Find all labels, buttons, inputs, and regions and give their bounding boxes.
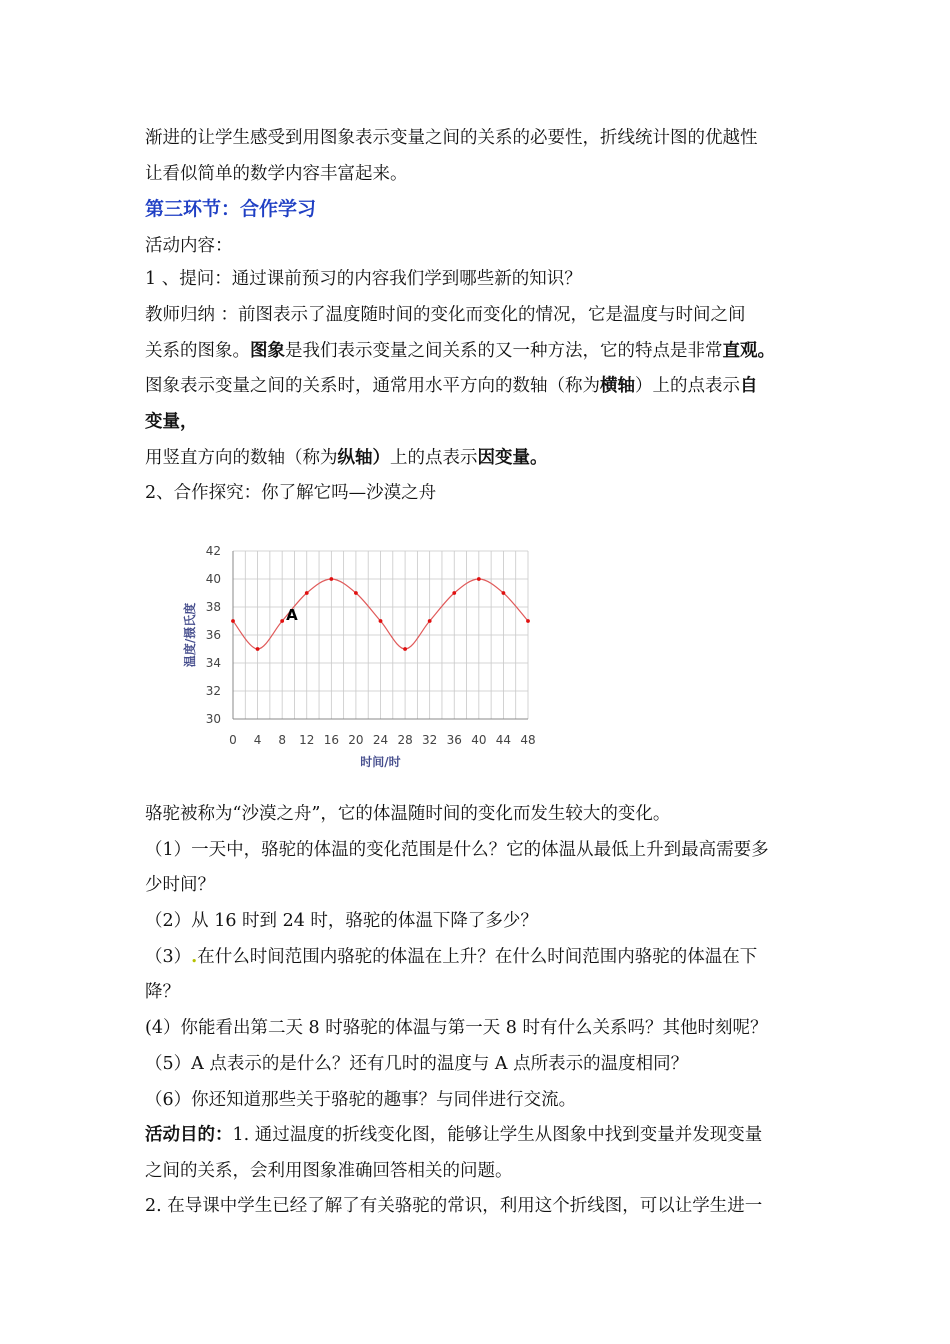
chart-grid <box>233 551 528 719</box>
purpose-line-1 <box>145 1123 762 1147</box>
x-axis-label: 时间/时 <box>360 755 401 769</box>
purpose-label: 活动目的： <box>145 1125 233 1145</box>
question-3-line-2: 降？ <box>145 982 180 1002</box>
data-point <box>280 619 284 623</box>
annotation-a: A <box>286 606 298 624</box>
y-tick-label: 40 <box>205 572 221 586</box>
summary-line-3 <box>145 374 758 398</box>
question-4: (4）你能看出第二天 8 时骆驼的体温与第一天 8 时有什么关系吗？其他时刻呢？ <box>145 1018 768 1038</box>
data-point <box>305 591 309 595</box>
data-point <box>452 591 456 595</box>
data-point <box>256 647 260 651</box>
summary-term: 纵轴） <box>337 448 390 468</box>
summary-term: 直观。 <box>722 341 775 361</box>
y-axis-label: 温度/摄氏度 <box>183 602 197 668</box>
question-3-prefix: （3） <box>145 947 192 967</box>
question-2-camel: （2）从 16 时到 24 时，骆驼的体温下降了多少？ <box>145 911 538 931</box>
temperature-line-chart <box>180 538 550 774</box>
x-tick-label: 12 <box>299 733 315 747</box>
data-point <box>502 591 506 595</box>
question-6: （6）你还知道那些关于骆驼的趣事？与同伴进行交流。 <box>145 1090 577 1110</box>
x-tick-label: 40 <box>471 733 487 747</box>
y-tick-label: 42 <box>205 544 221 558</box>
y-tick-label: 36 <box>205 628 221 642</box>
summary-term: 因变量。 <box>477 448 548 468</box>
x-tick-label: 36 <box>446 733 462 747</box>
purpose-line-2: 之间的关系，会利用图象准确回答相关的问题。 <box>145 1161 513 1181</box>
question-3-mark: . <box>191 947 198 967</box>
summary-line-1: 教师归纳 ：前图表示了温度随时间的变化而变化的情况，它是温度与时间之间 <box>145 305 746 325</box>
activity-content-label: 活动内容： <box>145 236 233 256</box>
question-3-text: 在什么时间范围内骆驼的体温在上升？在什么时间范围内骆驼的体温在下 <box>197 947 758 967</box>
data-point <box>354 591 358 595</box>
data-point <box>526 619 530 623</box>
question-1: 1 、提问：通过课前预习的内容我们学到哪些新的知识？ <box>145 269 582 289</box>
data-point <box>231 619 235 623</box>
question-3-line-1 <box>145 945 757 969</box>
x-tick-label: 32 <box>422 733 438 747</box>
x-tick-label: 24 <box>372 733 389 747</box>
x-tick-label: 28 <box>397 733 413 747</box>
purpose-line-3: 2. 在导课中学生已经了解了有关骆驼的常识，利用这个折线图，可以让学生进一 <box>145 1196 763 1216</box>
summary-line-4: 变量， <box>145 412 198 432</box>
section-title: 第三环节：合作学习 <box>145 198 317 220</box>
data-point <box>428 619 432 623</box>
intro-line-1: 渐进的让学生感受到用图象表示变量之间的关系的必要性，折线统计图的优越性 <box>145 128 758 148</box>
summary-line-5 <box>145 446 548 470</box>
question-1-line-2: 少时间？ <box>145 875 215 895</box>
intro-line-2: 让看似简单的数学内容丰富起来。 <box>145 164 408 184</box>
x-tick-label: 44 <box>495 733 512 747</box>
data-point <box>329 577 333 581</box>
x-tick-label: 4 <box>253 733 262 747</box>
summary-text: 用竖直方向的数轴（称为 <box>145 448 338 468</box>
camel-intro: 骆驼被称为“沙漠之舟”，它的体温随时间的变化而发生较大的变化。 <box>145 804 671 824</box>
chart-tick-labels <box>206 544 536 747</box>
question-5: （5）A 点表示的是什么？还有几时的温度与 A 点所表示的温度相同？ <box>145 1054 689 1074</box>
summary-text: 是我们表示变量之间关系的又一种方法，它的特点是非常 <box>285 341 723 361</box>
summary-term: 图象 <box>250 341 285 361</box>
x-tick-label: 20 <box>348 733 364 747</box>
purpose-text: 1. 通过温度的折线变化图，能够让学生从图象中找到变量并发现变量 <box>232 1125 763 1145</box>
x-tick-label: 8 <box>278 733 286 747</box>
summary-term: 自 <box>740 376 758 396</box>
summary-text: 图象表示变量之间的关系时，通常用水平方向的数轴（称为 <box>145 376 600 396</box>
data-point <box>379 619 383 623</box>
x-tick-label: 16 <box>323 733 339 747</box>
x-tick-label: 48 <box>520 733 536 747</box>
y-tick-label: 32 <box>205 684 221 698</box>
x-tick-label: 0 <box>229 733 237 747</box>
data-point <box>403 647 407 651</box>
summary-line-2 <box>145 339 775 363</box>
question-1-line-1: （1）一天中，骆驼的体温的变化范围是什么？它的体温从最低上升到最高需要多 <box>145 840 769 860</box>
summary-term: 横轴 <box>600 376 635 396</box>
question-2: 2、合作探究：你了解它吗—沙漠之舟 <box>145 483 437 503</box>
summary-text: ）上的点表示 <box>635 376 740 396</box>
summary-text: 关系的图象。 <box>145 341 250 361</box>
summary-text: 上的点表示 <box>390 448 478 468</box>
data-point <box>477 577 481 581</box>
y-tick-label: 30 <box>205 712 221 726</box>
y-tick-label: 34 <box>205 656 221 670</box>
y-tick-label: 38 <box>205 600 221 614</box>
